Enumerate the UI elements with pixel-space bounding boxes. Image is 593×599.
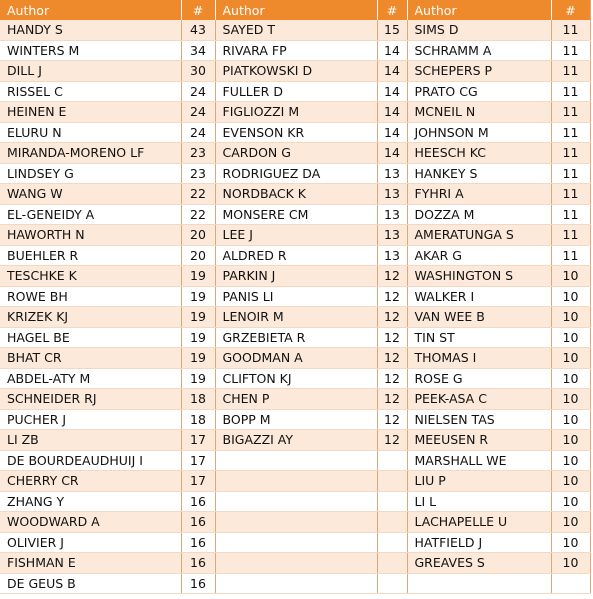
count-cell: 14 <box>377 40 407 61</box>
author-cell: LIU P <box>407 471 551 492</box>
count-cell <box>377 450 407 471</box>
table-row <box>0 368 590 389</box>
count-cell: 11 <box>551 184 590 205</box>
author-cell: HEINEN E <box>0 102 181 123</box>
author-cell: DOZZA M <box>407 204 551 225</box>
author-cell: HAGEL BE <box>0 327 181 348</box>
count-cell <box>377 553 407 574</box>
author-cell: CHEN P <box>215 389 377 410</box>
author-cell: MIRANDA-MORENO LF <box>0 143 181 164</box>
count-cell: 22 <box>181 184 215 205</box>
author-cell: WOODWARD A <box>0 512 181 533</box>
author-cell: ROSE G <box>407 368 551 389</box>
table-row <box>0 409 590 430</box>
author-cell <box>215 553 377 574</box>
count-cell: 11 <box>551 81 590 102</box>
count-cell: 10 <box>551 491 590 512</box>
author-cell: CLIFTON KJ <box>215 368 377 389</box>
author-cell: LI L <box>407 491 551 512</box>
table-row <box>0 450 590 471</box>
author-cell: THOMAS I <box>407 348 551 369</box>
count-cell: 17 <box>181 471 215 492</box>
count-cell: 11 <box>551 40 590 61</box>
count-cell: 10 <box>551 286 590 307</box>
table-row <box>0 327 590 348</box>
header-count-3: # <box>551 0 590 20</box>
count-cell: 11 <box>551 143 590 164</box>
count-cell: 13 <box>377 245 407 266</box>
author-cell <box>215 532 377 553</box>
author-cell: OLIVIER J <box>0 532 181 553</box>
author-cell <box>407 573 551 594</box>
author-cell <box>215 491 377 512</box>
count-cell: 20 <box>181 225 215 246</box>
author-cell: VAN WEE B <box>407 307 551 328</box>
count-cell: 14 <box>377 81 407 102</box>
table-row <box>0 163 590 184</box>
count-cell: 30 <box>181 61 215 82</box>
author-cell: PEEK-ASA C <box>407 389 551 410</box>
count-cell: 10 <box>551 471 590 492</box>
author-cell: HAWORTH N <box>0 225 181 246</box>
count-cell: 10 <box>551 450 590 471</box>
author-cell: ELURU N <box>0 122 181 143</box>
author-cell: LENOIR M <box>215 307 377 328</box>
count-cell: 12 <box>377 286 407 307</box>
count-cell: 16 <box>181 532 215 553</box>
author-cell: DE BOURDEAUDHUIJ I <box>0 450 181 471</box>
table-row <box>0 143 590 164</box>
count-cell: 19 <box>181 307 215 328</box>
count-cell: 10 <box>551 430 590 451</box>
author-cell: DILL J <box>0 61 181 82</box>
author-cell: AKAR G <box>407 245 551 266</box>
author-cell: LEE J <box>215 225 377 246</box>
count-cell: 11 <box>551 225 590 246</box>
count-cell: 11 <box>551 61 590 82</box>
count-cell: 13 <box>377 225 407 246</box>
count-cell: 13 <box>377 163 407 184</box>
count-cell: 17 <box>181 430 215 451</box>
author-cell: PRATO CG <box>407 81 551 102</box>
author-cell: HATFIELD J <box>407 532 551 553</box>
table-row <box>0 245 590 266</box>
count-cell: 10 <box>551 409 590 430</box>
count-cell: 14 <box>377 102 407 123</box>
author-cell: WASHINGTON S <box>407 266 551 287</box>
author-cell: BIGAZZI AY <box>215 430 377 451</box>
author-cell: FISHMAN E <box>0 553 181 574</box>
author-cell: PUCHER J <box>0 409 181 430</box>
table-row <box>0 286 590 307</box>
author-cell: LI ZB <box>0 430 181 451</box>
author-cell: CHERRY CR <box>0 471 181 492</box>
author-cell: ALDRED R <box>215 245 377 266</box>
count-cell <box>377 491 407 512</box>
count-cell: 13 <box>377 184 407 205</box>
author-cell: DE GEUS B <box>0 573 181 594</box>
count-cell: 34 <box>181 40 215 61</box>
table-row <box>0 81 590 102</box>
count-cell: 19 <box>181 327 215 348</box>
table-body <box>0 20 590 594</box>
author-cell: FYHRI A <box>407 184 551 205</box>
count-cell: 18 <box>181 389 215 410</box>
author-cell: WINTERS M <box>0 40 181 61</box>
count-cell: 19 <box>181 368 215 389</box>
author-cell: LACHAPELLE U <box>407 512 551 533</box>
count-cell: 19 <box>181 286 215 307</box>
count-cell: 19 <box>181 266 215 287</box>
table-row <box>0 573 590 594</box>
author-cell <box>215 471 377 492</box>
author-cell: EVENSON KR <box>215 122 377 143</box>
author-cell: JOHNSON M <box>407 122 551 143</box>
count-cell: 23 <box>181 163 215 184</box>
count-cell: 24 <box>181 122 215 143</box>
count-cell: 16 <box>181 573 215 594</box>
count-cell: 11 <box>551 163 590 184</box>
count-cell: 12 <box>377 389 407 410</box>
author-cell: TIN ST <box>407 327 551 348</box>
author-cell: ABDEL-ATY M <box>0 368 181 389</box>
table-row <box>0 553 590 574</box>
author-cell <box>215 573 377 594</box>
count-cell: 43 <box>181 20 215 40</box>
count-cell: 10 <box>551 307 590 328</box>
author-cell: NORDBACK K <box>215 184 377 205</box>
author-cell: MEEUSEN R <box>407 430 551 451</box>
count-cell: 11 <box>551 102 590 123</box>
author-cell: WALKER I <box>407 286 551 307</box>
author-cell: RISSEL C <box>0 81 181 102</box>
header-row <box>0 0 590 20</box>
table-row <box>0 389 590 410</box>
table-row <box>0 471 590 492</box>
author-cell: SCHNEIDER RJ <box>0 389 181 410</box>
count-cell: 10 <box>551 266 590 287</box>
count-cell: 16 <box>181 553 215 574</box>
count-cell: 14 <box>377 143 407 164</box>
count-cell <box>551 573 590 594</box>
count-cell: 11 <box>551 245 590 266</box>
count-cell <box>377 573 407 594</box>
table-row <box>0 430 590 451</box>
author-cell: BHAT CR <box>0 348 181 369</box>
author-cell: BOPP M <box>215 409 377 430</box>
header-author-2: Author <box>215 0 377 20</box>
author-cell: EL-GENEIDY A <box>0 204 181 225</box>
count-cell <box>377 532 407 553</box>
table-row <box>0 102 590 123</box>
table-row <box>0 122 590 143</box>
table-row <box>0 61 590 82</box>
count-cell: 10 <box>551 532 590 553</box>
author-cell: PARKIN J <box>215 266 377 287</box>
author-cell: MONSERE CM <box>215 204 377 225</box>
count-cell: 10 <box>551 348 590 369</box>
author-cell: TESCHKE K <box>0 266 181 287</box>
count-cell: 10 <box>551 512 590 533</box>
author-cell: SCHRAMM A <box>407 40 551 61</box>
table-header <box>0 0 590 20</box>
author-cell: HANKEY S <box>407 163 551 184</box>
author-cell: GOODMAN A <box>215 348 377 369</box>
author-cell: AMERATUNGA S <box>407 225 551 246</box>
count-cell: 18 <box>181 409 215 430</box>
author-cell: RODRIGUEZ DA <box>215 163 377 184</box>
author-cell: PIATKOWSKI D <box>215 61 377 82</box>
count-cell: 19 <box>181 348 215 369</box>
author-cell: KRIZEK KJ <box>0 307 181 328</box>
author-cell: FULLER D <box>215 81 377 102</box>
count-cell: 12 <box>377 327 407 348</box>
header-count-1: # <box>181 0 215 20</box>
author-cell: LINDSEY G <box>0 163 181 184</box>
author-cell: GRZEBIETA R <box>215 327 377 348</box>
count-cell: 11 <box>551 204 590 225</box>
table-row <box>0 184 590 205</box>
table-row <box>0 491 590 512</box>
count-cell: 23 <box>181 143 215 164</box>
author-cell: SIMS D <box>407 20 551 40</box>
count-cell: 12 <box>377 368 407 389</box>
count-cell: 11 <box>551 20 590 40</box>
author-cell: SAYED T <box>215 20 377 40</box>
table-row <box>0 512 590 533</box>
count-cell: 15 <box>377 20 407 40</box>
table-row <box>0 348 590 369</box>
count-cell <box>377 471 407 492</box>
count-cell: 10 <box>551 368 590 389</box>
count-cell: 12 <box>377 348 407 369</box>
table-row <box>0 307 590 328</box>
author-cell: GREAVES S <box>407 553 551 574</box>
author-cell: MARSHALL WE <box>407 450 551 471</box>
table-row <box>0 225 590 246</box>
author-cell: PANIS LI <box>215 286 377 307</box>
count-cell: 16 <box>181 512 215 533</box>
count-cell <box>377 512 407 533</box>
author-cell: MCNEIL N <box>407 102 551 123</box>
count-cell: 24 <box>181 102 215 123</box>
count-cell: 22 <box>181 204 215 225</box>
author-cell: FIGLIOZZI M <box>215 102 377 123</box>
author-cell <box>215 512 377 533</box>
author-cell: SCHEPERS P <box>407 61 551 82</box>
author-cell: CARDON G <box>215 143 377 164</box>
author-cell: RIVARA FP <box>215 40 377 61</box>
table-row <box>0 266 590 287</box>
count-cell: 12 <box>377 266 407 287</box>
author-cell: HEESCH KC <box>407 143 551 164</box>
author-cell: HANDY S <box>0 20 181 40</box>
author-cell: WANG W <box>0 184 181 205</box>
count-cell: 13 <box>377 204 407 225</box>
table-row <box>0 20 590 40</box>
author-cell <box>215 450 377 471</box>
author-cell: ROWE BH <box>0 286 181 307</box>
header-author-3: Author <box>407 0 551 20</box>
author-cell: BUEHLER R <box>0 245 181 266</box>
count-cell: 10 <box>551 389 590 410</box>
table-row <box>0 40 590 61</box>
header-count-2: # <box>377 0 407 20</box>
count-cell: 14 <box>377 122 407 143</box>
count-cell: 11 <box>551 122 590 143</box>
author-cell: ZHANG Y <box>0 491 181 512</box>
author-cell: NIELSEN TAS <box>407 409 551 430</box>
count-cell: 20 <box>181 245 215 266</box>
count-cell: 12 <box>377 307 407 328</box>
count-cell: 12 <box>377 430 407 451</box>
count-cell: 16 <box>181 491 215 512</box>
count-cell: 24 <box>181 81 215 102</box>
table-row <box>0 204 590 225</box>
count-cell: 17 <box>181 450 215 471</box>
table-row <box>0 532 590 553</box>
count-cell: 12 <box>377 409 407 430</box>
header-author-1: Author <box>0 0 181 20</box>
count-cell: 14 <box>377 61 407 82</box>
count-cell: 10 <box>551 553 590 574</box>
count-cell: 10 <box>551 327 590 348</box>
